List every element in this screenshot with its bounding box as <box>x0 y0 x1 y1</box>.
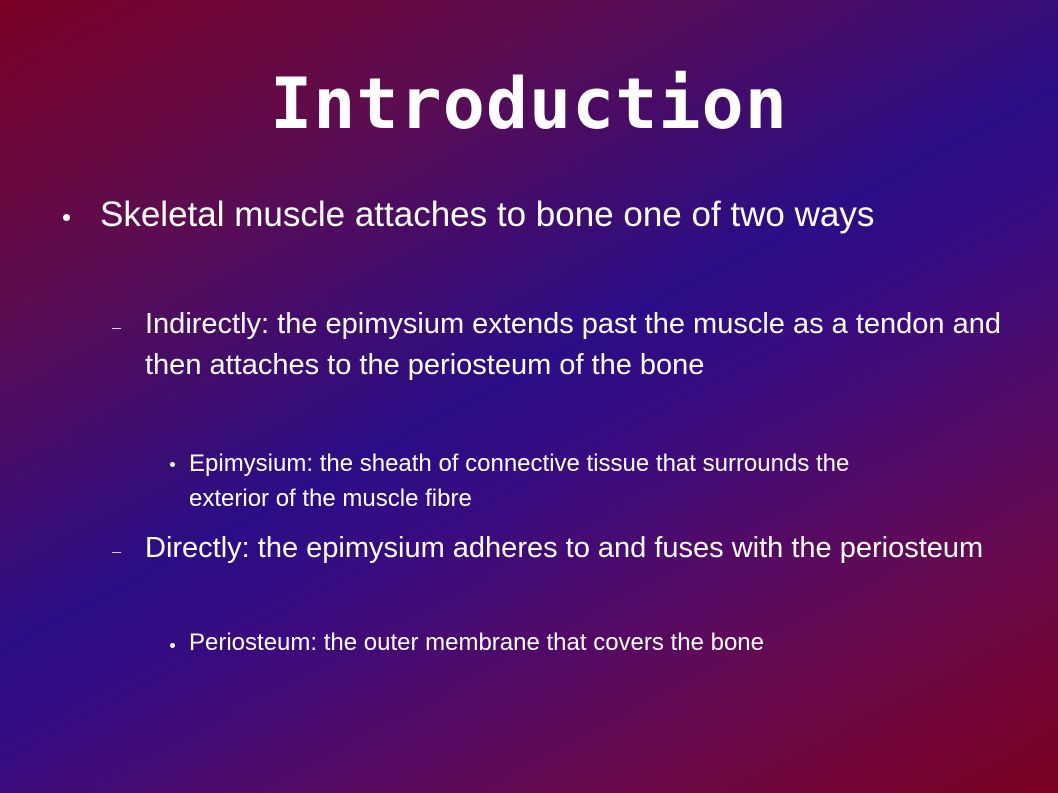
bullet-level2-directly: Directly: the epimysium adheres to and fuses with the periosteum <box>145 532 984 564</box>
bullet-dot-icon <box>170 643 175 648</box>
bullet-dot-icon <box>170 462 175 467</box>
bullet-dash-icon <box>112 552 121 553</box>
slide-title: Introduction <box>270 63 788 145</box>
bullet-level3-periosteum: Periosteum: the outer membrane that covers the bone <box>189 629 764 656</box>
bullet-dot-icon <box>63 214 70 221</box>
bullet-level3-epimysium: Epimysium: the sheath of connective tissue that surrounds the exterior of the muscle fibre <box>189 450 850 512</box>
bullet-dash-icon <box>112 328 121 329</box>
bullet-level2-indirectly: Indirectly: the epimysium extends past the muscle as a tendon and then attaches to the periosteum of the bone <box>145 308 1001 381</box>
bullet-level1: Skeletal muscle attaches to bone one of two ways <box>100 195 875 234</box>
